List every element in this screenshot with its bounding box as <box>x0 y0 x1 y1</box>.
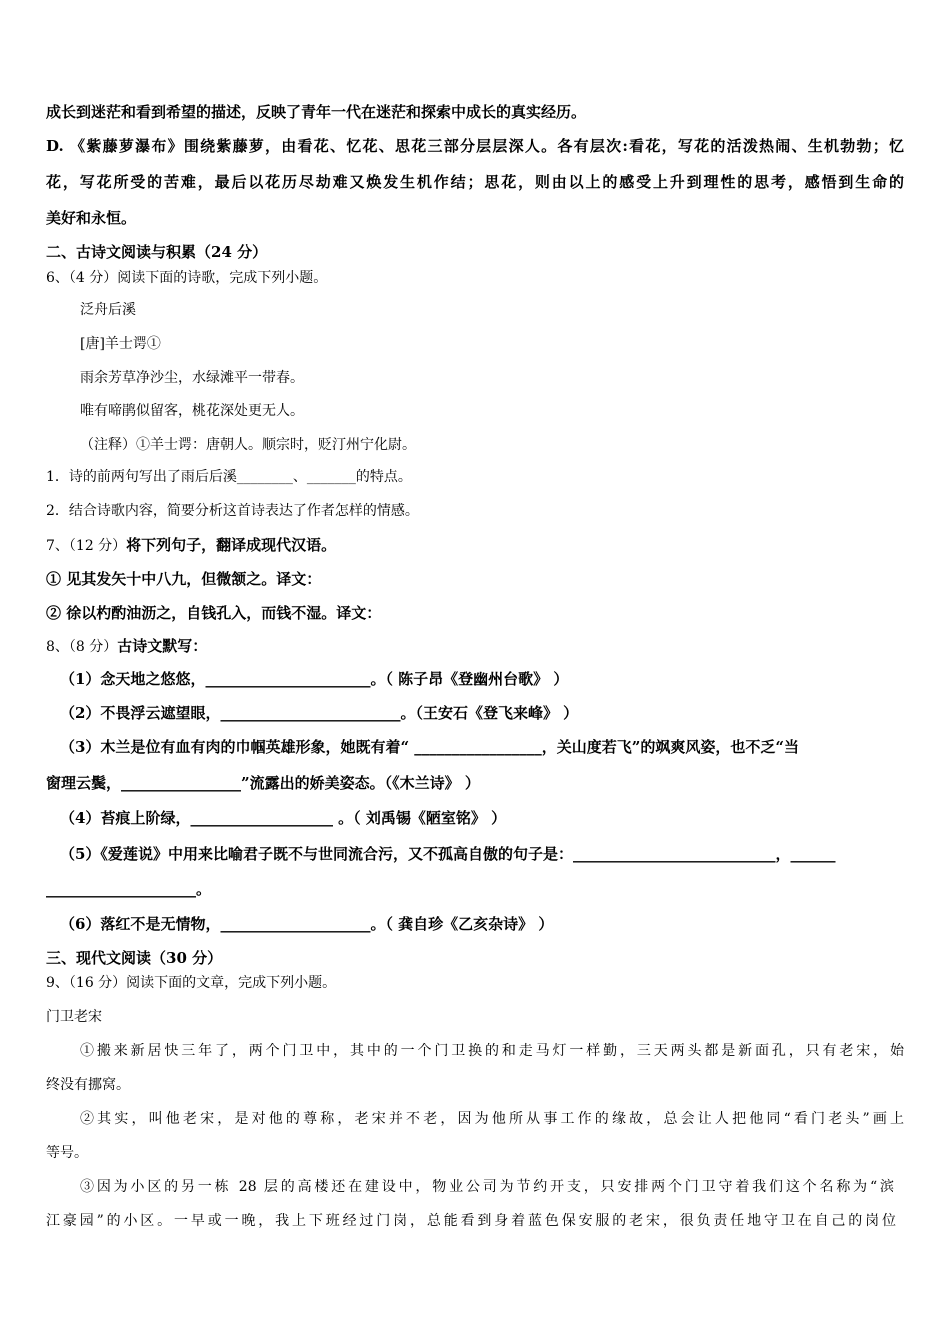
dictation-item-6: （6）落红不是无情物，____________________。（ 龚自珍《乙亥杂诗》 ） <box>60 915 554 933</box>
paragraph-2: ②其实，叫他老宋，是对他的尊称，老宋并不老，因为他所从事工作的缘故，总会让人把他同“看门老头”画上 <box>80 1111 904 1127</box>
question-prompt: 将下列句子，翻译成现代汉语。 <box>126 536 337 554</box>
text-line: 美好和永恒。 <box>46 209 137 227</box>
section-heading: 三、现代文阅读（30 分） <box>46 949 223 967</box>
paragraph-3: ③因为小区的另一栋 28 层的高楼还在建设中，物业公司为节约开支，只安排两个门卫守着我们这个名称为“滨 <box>80 1179 894 1195</box>
question-6: 6、（4 分）阅读下面的诗歌，完成下列小题。 <box>46 270 328 286</box>
dictation-item-3: （3）木兰是位有血有肉的巾帼英雄形象，她既有着“ _________________，关山度若飞”的飒爽风姿，也不乏“当 <box>60 738 800 756</box>
question-number: 8、（8 分） <box>46 639 118 655</box>
poem-title: 泛舟后溪 <box>80 302 136 318</box>
question-9: 9、（16 分）阅读下面的文章，完成下列小题。 <box>46 975 337 991</box>
paragraph-1-cont: 终没有挪窝。 <box>46 1077 130 1093</box>
dictation-item-5: （5）《爱莲说》中用来比喻君子既不与世同流合污，又不孤高自傲的句子是：___________________________，______ <box>60 845 836 863</box>
translate-item-2: ② 徐以杓酌油沥之，自钱孔入，而钱不湿。译文： <box>46 604 382 622</box>
section-heading: 二、古诗文阅读与积累（24 分） <box>46 243 268 261</box>
question-8 <box>46 636 207 657</box>
poem-author: [唐]羊士谔① <box>80 336 161 352</box>
paragraph-2-cont: 等号。 <box>46 1145 88 1161</box>
sub-question-1: 1．诗的前两句写出了雨后后溪________、_______的特点。 <box>46 469 412 485</box>
article-title: 门卫老宋 <box>46 1009 102 1025</box>
question-number: 7、（12 分） <box>46 538 127 554</box>
sub-question-2: 2．结合诗歌内容，简要分析这首诗表达了作者怎样的情感。 <box>46 503 419 519</box>
translate-item-1: ① 见其发矢十中八九，但微颔之。译文： <box>46 570 322 588</box>
paragraph-1: ①搬来新居快三年了，两个门卫中，其中的一个门卫换的和走马灯一样勤，三天两头都是新面孔，只有老宋，始 <box>80 1043 904 1059</box>
poem-line: 雨余芳草净沙尘，水绿滩平一带春。 <box>80 370 304 386</box>
question-7 <box>46 535 336 556</box>
poem-note: （注释）①羊士谔：唐朝人。顺宗时，贬汀州宁化尉。 <box>80 437 416 453</box>
dictation-item-4: （4）苔痕上阶绿，___________________ 。（ 刘禹锡《陋室铭》 ） <box>60 809 507 827</box>
text-line: 成长到迷茫和看到希望的描述，反映了青年一代在迷茫和探索中成长的真实经历。 <box>46 103 587 121</box>
text-line: 花，写花所受的苦难，最后以花历尽劫难又焕发生机作结；思花，则由以上的感受上升到理性的思考，感悟到生命的 <box>46 173 904 191</box>
option-d-line: D. 《紫藤萝瀑布》围绕紫藤萝，由看花、忆花、思花三部分层层深人。各有层次:看花，写花的活泼热闹、生机勃勃；忆 <box>46 137 904 155</box>
dictation-item-5-cont: ____________________。 <box>46 880 212 898</box>
poem-line: 唯有啼鹃似留客，桃花深处更无人。 <box>80 403 304 419</box>
dictation-item-1: （1）念天地之悠悠，______________________。（ 陈子昂《登幽州台歌》 ） <box>60 670 569 688</box>
dictation-item-3-cont: 窗理云鬓，________________”流露出的娇美姿态。（《木兰诗》 ） <box>46 774 480 792</box>
question-prompt: 古诗文默写： <box>117 637 208 655</box>
dictation-item-2: （2）不畏浮云遮望眼，________________________。（王安石《登飞来峰》 ） <box>60 704 579 722</box>
paragraph-3-cont: 江豪园”的小区。一早或一晚，我上下班经过门岗，总能看到身着蓝色保安服的老宋，很负责任地守卫在自己的岗位 <box>46 1213 896 1229</box>
